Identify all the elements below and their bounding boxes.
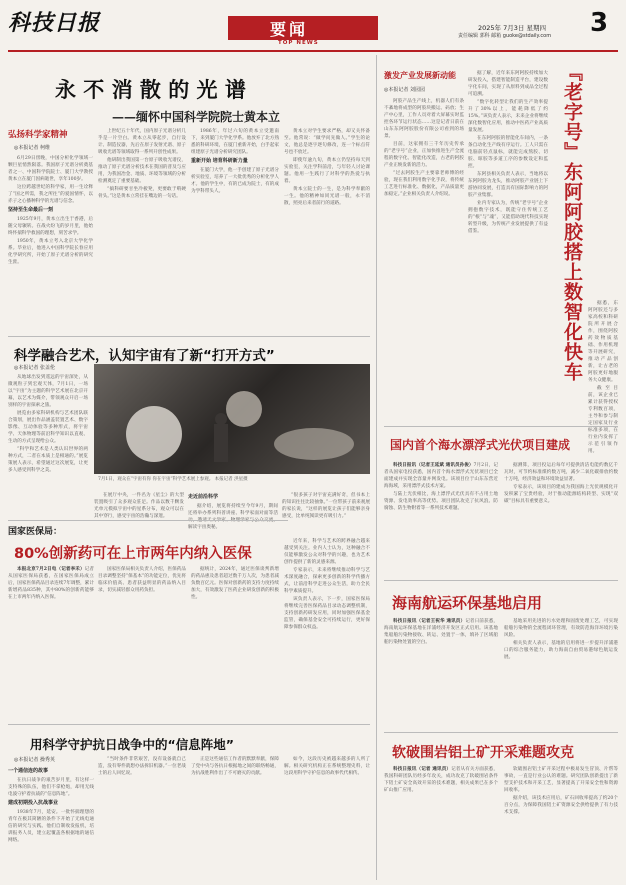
paragraph: 正是这些通信工作者的默默奉献，保障了党中央与各抗日根据地之间的联络畅通，为抗战胜利作出了不可磨灭的贡献。 <box>191 757 279 776</box>
health-headline: 80%创新药可在上市两年内纳入医保 <box>14 546 252 562</box>
divider <box>8 724 370 725</box>
mine-p1: 记者从有关方面获悉，我国科研团队历经多年攻关，成功攻克了软破围岩条件下铝土矿安全高效开采的技术难题，相关成果已在多个矿山推广应用。 <box>384 767 498 793</box>
paragraph: “数字化转型让我们的生产效率提升了30%以上，能耗降低了约15%。”该负责人表示，未来企业将继续深化数智化应用，推动中医药产业高质量发展。 <box>468 100 548 133</box>
paragraph: 与陆上光伏相比，海上漂浮式光伏具有不占用土地资源、发电效率高等优势。项目团队攻克了抗风浪、防腐蚀、防生物附着等一系列技术难题。 <box>384 492 498 511</box>
right-kicker: 激发产业发展新动能 <box>384 71 456 80</box>
art-headline: 科学融合艺术，认知宇宙有了新“打开方式” <box>14 348 275 364</box>
paragraph: 他研制出我国第一台原子吸收光谱仪，推动了原子光谱分析技术在我国的普及与应用，为我国冶金、地质、环境等领域的分析检测奠定了重要基础。 <box>98 158 186 184</box>
mine-headline: 软破围岩铝土矿开采难题攻克 <box>392 745 574 761</box>
health-col-4 <box>284 538 370 716</box>
lab-byline: ◎本报记者 操秀英 <box>14 757 55 763</box>
art-photo-illustration <box>94 364 370 474</box>
paragraph: 据测算，项目投运后每年可提供清洁电能约数亿千瓦时，可节约标准煤约数万吨，减少二氧化碳排放约数十万吨，经济效益和环境效益显著。 <box>504 463 618 482</box>
lab-headline: 用科学守护抗日战争中的“信息阵地” <box>30 737 234 752</box>
paragraph: 据悉，东阿阿胶还与多家高校和科研院所开展合作，围绕阿胶药效物质基础、作用机理等开展研究，推动产品创新，让古老的阿胶更好地服务大众健康。 <box>588 301 618 383</box>
solar-col-1 <box>384 462 498 574</box>
page-number: 3 <box>590 8 609 38</box>
feature-col-3 <box>191 128 279 330</box>
paragraph: 近年来，科学与艺术的跨界融合越来越受到关注。业内人士认为，这种融合不仅能够激发公众对科学的兴趣，也为艺术创作提供了新的灵感来源。 <box>284 539 370 565</box>
paragraph: 展览由多家科研机构与艺术团队联合策划，展出作品涵盖装置艺术、数字影像、互动体验等多种形式，将宇宙学、天体物理等前沿科学知识以直观、生动的方式呈现给公众。 <box>8 411 88 444</box>
paragraph: 1938年7月，延安。一批怀揣理想的青年在极其简陋的条件下开始了无线电通信的研究与实践。他们自制收发报机，培训报务人员，建立起覆盖各根据地的通信网络。 <box>8 810 94 843</box>
paragraph: “科学和艺术是人类认识世界的两种方式，二者在本质上是相通的。”展览策展人表示，希望通过这次展览，让更多人感受到科学之美。 <box>8 447 88 473</box>
mine-byline: 科技日报讯（记者 通讯员） <box>393 767 452 772</box>
hainan-headline: 海南航运环保基地启用 <box>392 594 543 612</box>
art-photo-caption: 7月1日，观众在“宇宙有你 你在宇宙”科学艺术展上参观。 本报记者 洪星摄 <box>98 477 248 482</box>
editors-line: 责任编辑 郭科 邮箱 guoke@stdaily.com <box>458 33 552 39</box>
right-col-2 <box>468 70 548 420</box>
divider <box>384 732 618 733</box>
feature-col-2 <box>98 128 186 330</box>
paragraph: 1986年，年过六旬的黄本立受邀南下，来到厦门大学化学系。他放弃了北方熟悉的科研环境，在厦门重新开始，白手起家组建原子光谱分析研究团队。 <box>191 129 279 155</box>
paragraph: 1950年，黄本立考入北京大学化学系。毕业后，他进入中国科学院长春应用化学研究所，开始了原子光谱分析的研究生涯。 <box>8 239 93 265</box>
divider <box>8 336 370 337</box>
paragraph: 在展厅中央，一件名为《星尘》的大型装置吸引了众多观众驻足。作品以数千颗发光单元模拟宇宙中的星系分布，观众可以在其中穿行，感受宇宙的浩瀚与深邃。 <box>94 493 184 519</box>
paragraph: 黄本立院士的一生，是为科学奉献的一生。他的精神如同光谱一般，永不消散，照亮后来者前行的道路。 <box>284 187 370 206</box>
art-col-2 <box>94 492 184 534</box>
lab-subhead-1: 一个通信连的故事 <box>8 768 49 774</box>
paragraph: 业内专家认为，传统“老字号”企业拥抱数字技术，既能守住传统工艺的“根”与“魂”，又能借助现代科技实现转型升级，为传统产业发展提供了有益借鉴。 <box>468 201 548 234</box>
paragraph: 在厦门大学，他一手创建了原子光谱分析实验室，培养了一大批优秀的分析化学人才。他的学生中，有的已成为院士，有的成为学科带头人。 <box>191 168 279 194</box>
feature-kicker <box>8 128 68 140</box>
paragraph: 据介绍，展览将持续至今年9月，期间还将举办系列科普讲座、科学家面对面等活 解读宇宙奥秘。 <box>188 504 278 530</box>
lab-col-4 <box>284 756 370 880</box>
health-col-1 <box>8 566 94 716</box>
art-subhead: 走近前沿科学 <box>188 494 219 500</box>
hainan-p1: 记者日前获悉，海南航运环保基地在洋浦经济开发区正式启用。该基地集船舶污染物接收、转运、处置于一体，填补了区域船舶污染物处置的空白。 <box>384 619 498 645</box>
paragraph: 在抗日战争的艰苦岁月里，有这样一支特殊的队伍，他们不拿枪炮，却用无线电波守护着抗战的“信息阵地”。 <box>8 778 94 797</box>
feature-subhead-2: 重新开始 培育科研新力量 <box>191 158 248 164</box>
hainan-byline: 科技日报讯（记者王祝华 通讯员） <box>393 619 466 624</box>
paragraph: 1925年9月，黄本立出生于香港，后随父母辗转。在战火纷飞的岁月里，他始终怀揣科学救国的理想，刻苦求学。 <box>8 217 93 236</box>
section-title-en: TOP NEWS <box>278 40 319 46</box>
right-col-3 <box>588 300 618 454</box>
paragraph: 据了解，近年来东阿阿胶持续加大研发投入，搭建智能制造平台，建设数字化车间，实现了从原料到成品全过程可追溯。 <box>468 71 548 97</box>
health-col-3 <box>191 566 279 716</box>
mine-col-1 <box>384 766 498 880</box>
right-col-1 <box>384 98 464 420</box>
health-byline: 本报北京7月2日电（记者李禾） <box>17 567 85 572</box>
paragraph: “很多孩子对宇宙充满好奇，但书本上的知识往往比较抽象。”一位带孩子前来观展的家长说，“这样的展览让孩子们能够亲身感受，比单纯阅读更有吸引力。” <box>282 493 370 519</box>
divider-vertical <box>376 55 377 880</box>
paragraph: “当时条件非常艰苦，没有设备就自己造，没有零件就想办法拆旧机器。”一位老战士的后人回忆说。 <box>98 757 186 776</box>
paragraph: 6月29日傍晚，中国分析化学领域一颗巨星悄然陨落。我国原子光谱分析奠基者之一、中国科学院院士、厦门大学教授黄本立在厦门因病逝世，享年100岁。 <box>8 156 93 182</box>
mine-col-2 <box>504 766 618 880</box>
paper-logo: 科技日报 <box>8 10 101 36</box>
right-vertical-headline: 『老字号』东阿阿胶搭上数智化快车 <box>561 62 583 382</box>
paragraph: 国家医保局相关负责人介绍，医保药品目录调整坚持“保基本”的功能定位，优先将临床价值高、患者获益明显的药品纳入目录，切实减轻群众用药负担。 <box>98 567 186 593</box>
feature-byline: ◎本报记者 柯维 <box>14 145 50 151</box>
paragraph: 如今，这段历史被越来越多的人所了解。相关研究机构正在系统整理史料，让这段用科学守护信息的故事代代相传。 <box>284 757 370 776</box>
paragraph: 阿胶产品生产线上，机器人们有条不紊地将成型的阿胶块搬运、码放；生产中心里，工作人员对着大屏幕实时监控各环节运行状态……这是记者日前在山东东阿阿胶股份有限公司看到的场景。 <box>384 99 464 139</box>
solar-byline: 科技日报讯（记者王延斌 通讯员孙俊） <box>393 463 474 468</box>
lab-subhead-2: 建成初期投入抗战事业 <box>8 800 59 806</box>
paragraph: “搞科研要甘坐冷板凳，更要敢于啃硬骨头。”这是黄本立常挂在嘴边的一句话。 <box>98 187 186 199</box>
paragraph: 黄本立对学生要求严格，却又关怀备至。他常说：“做学问先做人。”学生的论文，他总是逐字逐句修改，连一个标点符号也不放过。 <box>284 129 370 155</box>
paragraph: “过去阿胶生产主要靠老师傅的经验，现在我们利用数字化手段，将传统工艺进行标准化、数据化，产品质量更加稳定。”企业相关负责人介绍说。 <box>384 171 464 197</box>
health-kicker: 国家医保局： <box>8 527 63 537</box>
paragraph: 上世纪五十年代，国内原子光谱分析几乎是一片空白。黄本立从零起步，自行设计、制造仪器，先后在原子发射光谱、原子吸收光谱等领域取得一系列开创性成果。 <box>98 129 186 155</box>
feature-subheadline: ——缅怀中国科学院院士黄本立 <box>112 110 281 124</box>
art-photo <box>94 364 370 474</box>
paragraph: 该负责人表示，下一步，国家医保局将继续完善医保药品目录动态调整机制，支持创新药研发应用，同时加强医保基金监管，确保基金安全可持续运行，更好保障参保群众权益。 <box>284 597 370 630</box>
masthead-rule <box>8 50 618 52</box>
paragraph: 据介绍，该技术应用后，矿石回收率提高了约20个百分点，为保障我国铝土矿资源安全供给提供了有力技术支撑。 <box>504 796 618 815</box>
section-title: 要闻 <box>270 20 309 39</box>
paragraph <box>8 566 94 601</box>
paragraph: 东阿县相关负责人表示，当地将以东阿阿胶为龙头，推动阿胶产业链上下游协同发展，打造具有国际影响力的阿胶产业集群。 <box>468 172 548 198</box>
solar-col-2 <box>504 462 618 574</box>
paragraph: 专家表示，该项目的建成为我国海上光伏规模化开发积累了宝贵经验，对于推动能源结构转型、实现“双碳”目标具有重要意义。 <box>504 485 618 504</box>
date-line: 2025年 7月3日 星期四 <box>478 24 546 32</box>
feature-headline: 永 不 消 散 的 光 谱 <box>55 77 246 102</box>
paragraph: 目前，这家拥有三千年历史传承的“老字号”企业，正加快推进生产全流程的数字化、智能化改造，古老的阿胶产业正焕发新的活力。 <box>384 142 464 168</box>
paragraph: 从地球出发到遥远的宇宙深处，从微观粒子到宏观天体，7月1日，一场以“宇宙”为主题的科学艺术展在北京开幕，以艺术为媒介，带领观众开启一场别样的宇宙探索之旅。 <box>8 375 88 408</box>
solar-headline: 国内首个海水漂浮式光伏项目建成 <box>390 438 571 452</box>
art-col-4 <box>282 492 370 534</box>
feature-col-1 <box>8 155 93 330</box>
art-col-3 <box>188 492 278 534</box>
health-p1: 记者从国家医保局获悉，在国家医保局成立后，国家医保药品目录连续7年调整，累计新增药品835种，其中80%的创新药能够在上市两年内纳入医保。 <box>8 567 94 600</box>
paragraph: 即使年逾九旬，黄本立仍坚持每天到实验室，关注学科前沿，与年轻人讨论课题。他用一生践行了对科学的热爱与执着。 <box>284 158 370 184</box>
divider <box>8 520 288 521</box>
hainan-col-1 <box>384 618 498 726</box>
divider <box>384 426 618 427</box>
paragraph: 截至目前，该企业已累计获得授权专利数百项，主导和参与制定国家及行业标准多项，在行业内发挥了示范引领作用。 <box>588 386 618 454</box>
art-byline: ◎本报记者 张盖伦 <box>14 365 55 371</box>
solar-p1: 7月2日，记者从国家电投获悉，国内首个海水漂浮式光伏项目已全面建成并实现全容量并网发电。该项目位于山东东营近海海域，采用漂浮式技术方案。 <box>384 463 498 489</box>
paragraph: 相关负责人表示，基地的启用将进一步提升洋浦港口的综合服务能力，助力海南自由贸易港绿色航运发展。 <box>504 641 618 660</box>
lab-col-1 <box>8 766 94 880</box>
side-story-kicker: 弘扬科学家精神 <box>8 130 68 140</box>
paragraph <box>384 618 498 646</box>
lab-col-2 <box>98 756 186 880</box>
paragraph: 专家表示，未来将继续推动科学与艺术深度融合，探索更多创新的科学传播方式，让前沿科学走进公众生活，助力全民科学素质提升。 <box>284 568 370 594</box>
lab-col-3 <box>191 756 279 880</box>
feature-col-4 <box>284 128 370 330</box>
paragraph: 这位跨越世纪的科学家，用一生诠释了“国之所需，我之所往”的爱国情怀，以赤子之心播种科学的光谱与信念。 <box>8 185 93 204</box>
paragraph: 据统计，2024年，通过医保谈判新增的药品惠及患者超过数千万人次，为患者减负数百亿元。医保对创新药的支持力度持续加大，有效激发了医药企业研发创新的积极性。 <box>191 567 279 600</box>
divider <box>384 580 618 581</box>
art-col-1 <box>8 374 88 516</box>
paragraph: 在东阿阿胶的智能化车间内，一条条自动化生产线有序运行。工人只需在电脑前轻点鼠标，就能完成熬胶、切胶、晾胶等多道工序的参数设定和监控。 <box>468 136 548 169</box>
paragraph: 基地采用先进的污水处理和固废处理工艺，可实现船舶污染物的全流程闭环管理，有效防范海洋环境污染风险。 <box>504 619 618 638</box>
right-byline: ◎本报记者 刘园园 <box>384 87 425 93</box>
hainan-col-2 <box>504 618 618 726</box>
paragraph <box>384 766 498 794</box>
health-col-2 <box>98 566 186 716</box>
feature-subhead-1: 坚持至生命最后一刻 <box>8 207 54 213</box>
paragraph: 软破围岩铝土矿开采过程中极易发生冒顶、片帮等事故，一直是行业公认的难题。研究团队创新提出了新型支护技术和开采工艺，显著提高了开采安全性和资源回收率。 <box>504 767 618 793</box>
paragraph <box>384 462 498 490</box>
